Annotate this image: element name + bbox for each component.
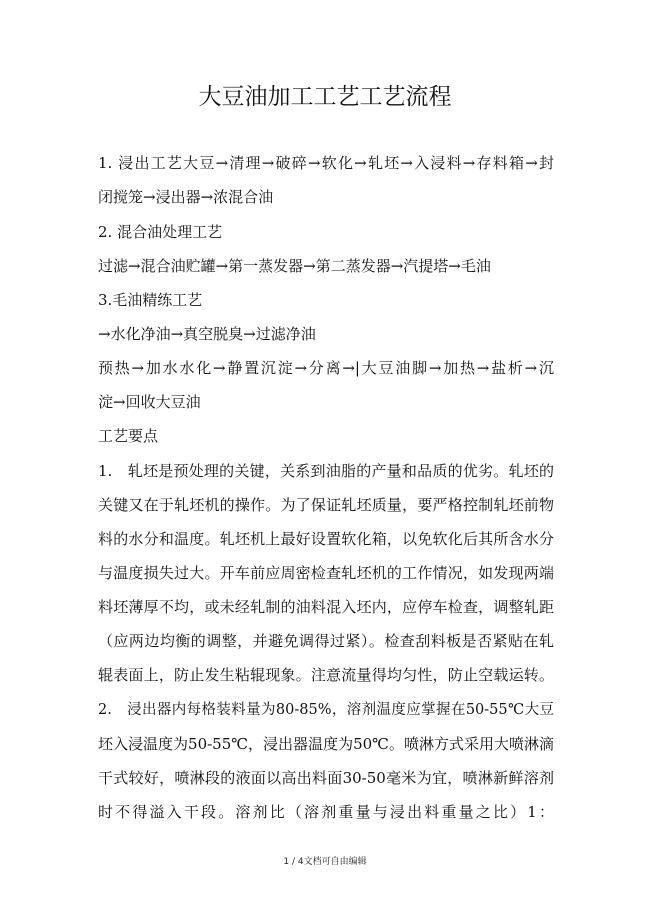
text-line: 料坯薄厚不均，或未经轧制的油料混入坯内，应停车检查，调整轧距	[98, 598, 554, 616]
text-line: →水化净油→真空脱臭→过滤净油	[98, 325, 316, 343]
text-line: 过滤→混合油贮罐→第一蒸发器→第二蒸发器→汽提塔→毛油	[98, 257, 491, 275]
text-line: 与温度损失过大。开车前应周密检查轧坯机的工作情况，如发现两端	[98, 564, 554, 582]
page-footer: 1 / 4文档可自由编辑	[283, 857, 367, 867]
section-heading: 3.毛油精练工艺	[98, 291, 203, 309]
text-line: 坯入浸温度为50-55℃，浸出器温度为50℃。喷淋方式采用大喷淋滴	[98, 735, 554, 753]
section-heading: 工艺要点	[98, 427, 159, 445]
text-line: 预热→加水水化→静置沉淀→分离→|大豆油脚→加热→盐析→沉	[98, 359, 554, 377]
text-line: 2. 浸出器内每格装料量为80-85%，溶剂温度应掌握在50-55℃大豆	[98, 702, 554, 718]
text-line: 关键又在于轧坯机的操作。为了保证轧坯质量，要严格控制轧坯前物	[98, 496, 554, 514]
text-line: 1. 轧坯是预处理的关键，关系到油脂的产量和品质的优劣。轧坯的	[98, 462, 554, 480]
text-line: （应两边均衡的调整，并避免调得过紧）。检查刮料板是否紧贴在轧	[98, 632, 554, 650]
text-line: 干式较好，喷淋段的液面以高出料面30-50毫米为宜，喷淋新鲜溶剂	[98, 769, 554, 787]
text-line: 1. 浸出工艺大豆→清理→破碎→软化→轧坯→入浸料→存料箱→封	[98, 154, 554, 172]
section-heading: 2. 混合油处理工艺	[98, 223, 223, 241]
text-line: 淀→回收大豆油	[98, 393, 201, 411]
text-line: 时不得溢入干段。溶剂比（溶剂重量与浸出料重量之比）1：	[98, 803, 554, 821]
text-line: 辊表面上，防止发生粘辊现象。注意流量得均匀性，防止空载运转。	[98, 666, 554, 684]
document-title: 大豆油加工工艺工艺流程	[198, 84, 452, 110]
text-line: 闭搅笼→浸出器→浓混合油	[98, 188, 274, 206]
text-line: 料的水分和温度。轧坯机上最好设置软化箱，以免软化后其所含水分	[98, 530, 554, 548]
